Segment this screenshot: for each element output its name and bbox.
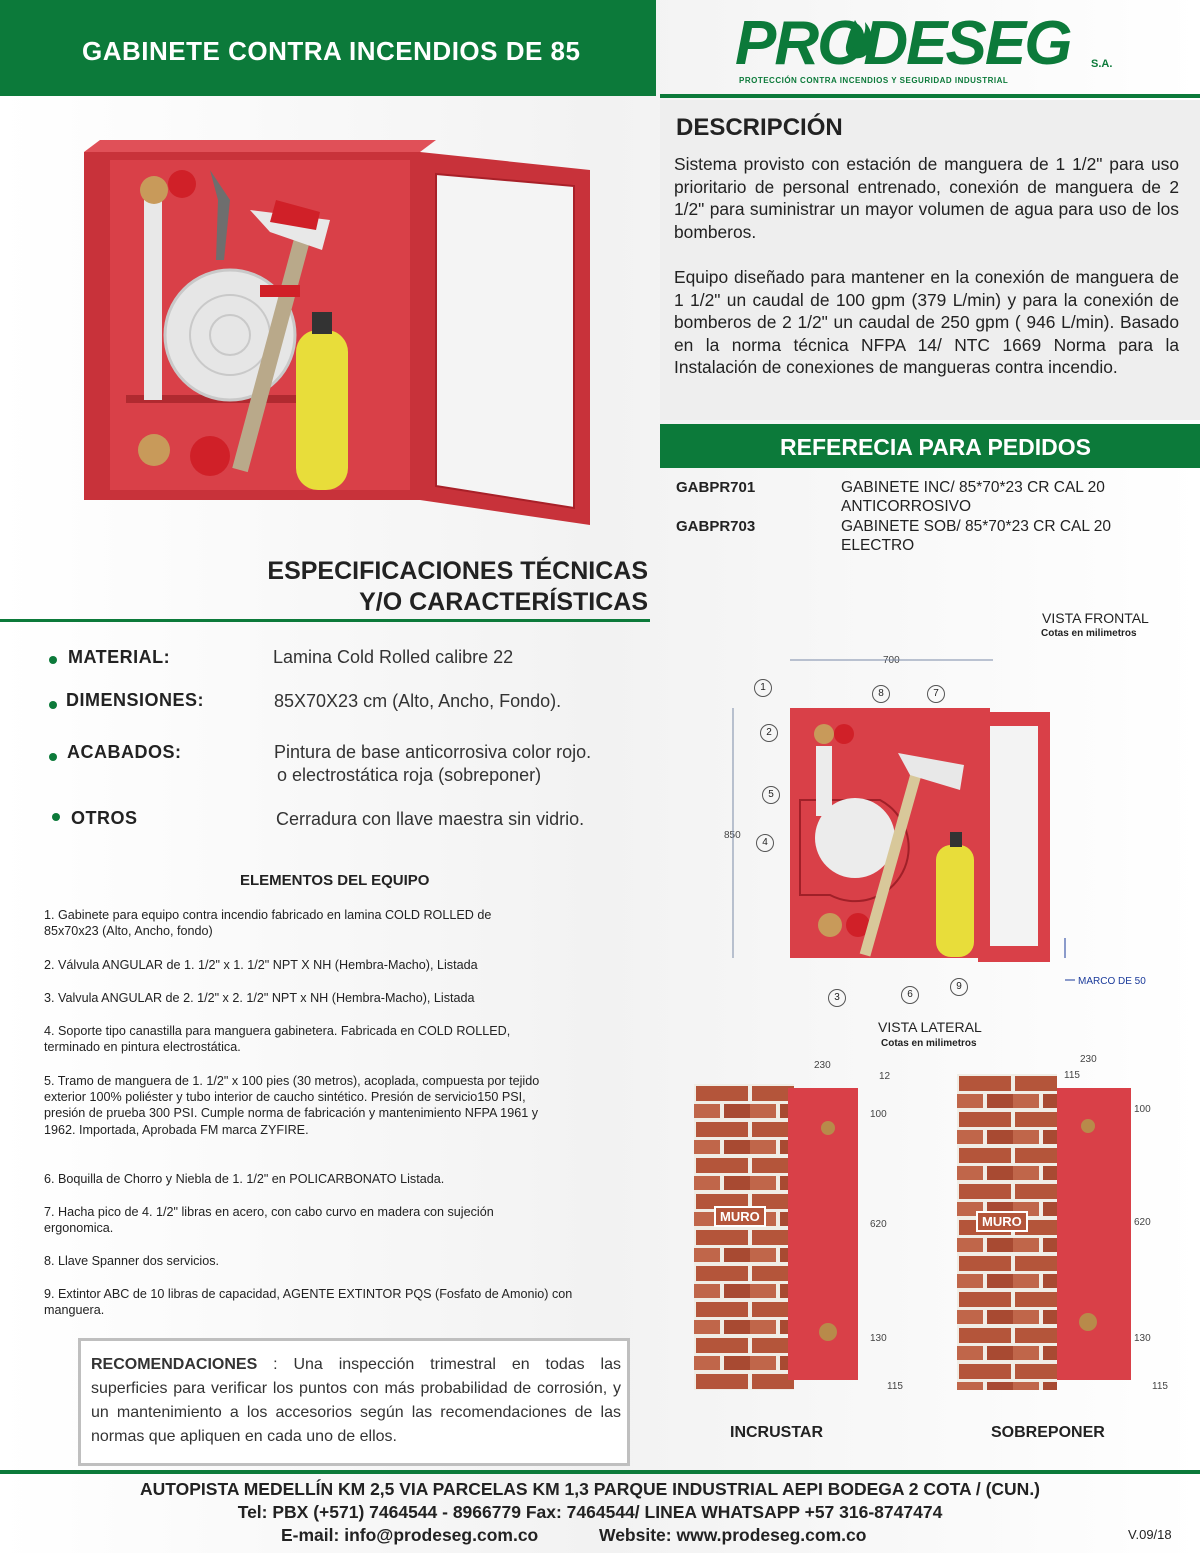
dim-depth: 230	[814, 1060, 831, 1071]
side-view-subtitle: Cotas en milimetros	[881, 1038, 977, 1049]
recommendations-label: RECOMENDACIONES	[91, 1356, 258, 1373]
front-frame-label: MARCO DE 50	[1078, 976, 1146, 987]
dim-bottom: 130	[1134, 1333, 1151, 1344]
document-title: GABINETE CONTRA INCENDIOS DE 85	[82, 36, 581, 66]
brand-suffix: S.A.	[1091, 58, 1113, 70]
bullet-icon	[52, 813, 60, 821]
element-item: 7. Hacha pico de 4. 1/2" libras en acero, con cabo curvo en madera con sujeción ergonomica.	[44, 1205, 494, 1236]
callout-5: 5	[762, 786, 780, 804]
cabinet-illustration	[70, 140, 600, 530]
footer-email[interactable]: E-mail: info@prodeseg.com.co	[281, 1525, 539, 1545]
dim-top: 100	[870, 1109, 887, 1120]
callout-9: 9	[950, 978, 968, 996]
callout-1: 1	[754, 679, 772, 697]
spec-value-line-2: o electrostática roja (sobreponer)	[277, 765, 542, 785]
wall-label: MURO	[976, 1211, 1028, 1232]
order-description: GABINETE SOB/ 85*70*23 CR CAL 20 ELECTRO	[841, 518, 1111, 554]
dim-base: 115	[1152, 1381, 1168, 1392]
footer-divider	[0, 1470, 1200, 1474]
caption-incrustar: INCRUSTAR	[730, 1424, 824, 1441]
bullet-icon	[49, 701, 57, 709]
callout-4: 4	[756, 834, 774, 852]
side-view-title: VISTA LATERAL	[878, 1019, 982, 1035]
dim-bottom: 130	[870, 1333, 887, 1344]
footer-phone: Tel: PBX (+571) 7464544 - 8966779 Fax: 7464544/ LINEA WHATSAPP +57 316-8747474	[237, 1502, 943, 1522]
spec-value: Pintura de base anticorrosiva color rojo.	[274, 742, 592, 762]
dim-base: 115	[887, 1381, 903, 1392]
wall-sobreponer-drawing	[957, 1074, 1132, 1390]
dim-top: 100	[1134, 1104, 1151, 1115]
element-item: 5. Tramo de manguera de 1. 1/2" x 100 pies (30 metros), acoplada, compuesta por tejido exterior 100% poliéster y tubo interior de caucho sintético. Presión de servicio150 PSI, presión de prueba 300 PSI. Cumple norma de fabricación y mantenimiento NFPA 1961 y 1962. Importada, Aprobada FM marca ZYFIRE.	[44, 1074, 540, 1137]
spec-value: Cerradura con llave maestra sin vidrio.	[276, 809, 585, 829]
front-view-subtitle: Cotas en milimetros	[1041, 628, 1137, 639]
bullet-icon	[49, 753, 57, 761]
recommendations-text	[91, 1353, 621, 1449]
footer-address: AUTOPISTA MEDELLÍN KM 2,5 VIA PARCELAS KM 1,3 PARQUE INDUSTRIAL AEPI BODEGA 2 COTA / (CUN.)	[139, 1479, 1041, 1499]
description-paragraph-2: Equipo diseñado para mantener en la conexión de manguera de 1 1/2" un caudal de 100 gpm (379 L/min) y para la conexión de bomberos de 2 1/2" un caudal de 250 gpm ( 946 L/min). Basado en la norma técnica NFPA 14/ NTC 1669 Norma para la Instalación de conexiones de mangueras contra incendio.	[674, 267, 1179, 377]
spec-label: MATERIAL:	[68, 647, 171, 667]
dim-mid: 620	[1134, 1217, 1151, 1228]
brand-tagline: PROTECCIÓN CONTRA INCENDIOS Y SEGURIDAD INDUSTRIAL	[739, 76, 1009, 85]
specs-title	[160, 556, 648, 618]
element-item: 4. Soporte tipo canastilla para manguera gabinetera. Fabricada en COLD ROLLED, terminado en pintura electrostática.	[44, 1024, 511, 1055]
order-description: GABINETE INC/ 85*70*23 CR CAL 20 ANTICORROSIVO	[841, 479, 1105, 515]
header-title-bar	[0, 0, 656, 96]
description-title: DESCRIPCIÓN	[676, 114, 843, 141]
spec-label: ACABADOS:	[67, 742, 182, 762]
callout-8: 8	[872, 685, 890, 703]
wall-incrustar-drawing	[694, 1084, 860, 1390]
specs-title-line-1: ESPECIFICACIONES TÉCNICAS	[267, 557, 648, 585]
spec-label: DIMENSIONES:	[66, 690, 205, 710]
dim-mid: 620	[870, 1219, 887, 1230]
specs-title-line-2: Y/O CARACTERÍSTICAS	[359, 588, 648, 616]
front-view-drawing	[720, 650, 1180, 1010]
dim-offset: 115	[1064, 1070, 1080, 1081]
document-version: V.09/18	[1128, 1527, 1172, 1542]
specs-divider	[0, 619, 650, 622]
order-code: GABPR703	[676, 518, 756, 535]
header-divider	[660, 94, 1200, 98]
element-item: 9. Extintor ABC de 10 libras de capacidad, AGENTE EXTINTOR PQS (Fosfato de Amonio) con manguera.	[44, 1287, 573, 1318]
spec-value: 85X70X23 cm (Alto, Ancho, Fondo).	[274, 691, 562, 711]
recommendations-body: : Una inspección trimestral en todas las superficies para verificar los puntos con más probabilidad de corrosión, y un mantenimiento a los accesorios según las recomendaciones de las normas que apliquen en cada uno de ellos.	[91, 1356, 621, 1445]
callout-6: 6	[901, 986, 919, 1004]
wall-label: MURO	[714, 1206, 766, 1227]
front-height-label: 850	[724, 830, 741, 841]
element-item: 2. Válvula ANGULAR de 1. 1/2" x 1. 1/2" NPT X NH (Hembra-Macho), Listada	[44, 958, 478, 972]
elements-title: ELEMENTOS DEL EQUIPO	[240, 872, 430, 889]
bullet-icon	[49, 656, 57, 664]
spec-label: OTROS	[71, 808, 138, 828]
front-view-title: VISTA FRONTAL	[1042, 610, 1149, 626]
orders-title: REFERECIA PARA PEDIDOS	[780, 434, 1091, 460]
element-item: 8. Llave Spanner dos servicios.	[44, 1254, 220, 1268]
description-paragraph-1: Sistema provisto con estación de manguera de 1 1/2" para uso prioritario de personal entrenado, conexión de manguera de 2 1/2" para suministrar un mayor volumen de agua para uso de los bomberos.	[674, 154, 1179, 242]
dim-offset: 12	[879, 1071, 891, 1082]
element-item: 6. Boquilla de Chorro y Niebla de 1. 1/2" en POLICARBONATO Listada.	[44, 1172, 445, 1186]
element-item: 3. Valvula ANGULAR de 2. 1/2" x 2. 1/2" NPT x NH (Hembra-Macho), Listada	[44, 991, 475, 1005]
footer-website[interactable]: Website: www.prodeseg.com.co	[599, 1525, 867, 1545]
brand-name: PRODESEG	[735, 9, 1071, 78]
callout-7: 7	[927, 685, 945, 703]
recommendations-box	[78, 1338, 630, 1466]
element-item: 1. Gabinete para equipo contra incendio fabricado en lamina COLD ROLLED de 85x70x23 (Alto, Ancho, fondo)	[44, 908, 492, 939]
orders-title-bar	[660, 424, 1200, 468]
order-code: GABPR701	[676, 479, 756, 496]
callout-3: 3	[828, 989, 846, 1007]
brand-logo	[735, 10, 1135, 92]
dim-depth: 230	[1080, 1054, 1097, 1065]
front-width-label: 700	[883, 655, 900, 666]
spec-value: Lamina Cold Rolled calibre 22	[273, 647, 514, 667]
caption-sobreponer: SOBREPONER	[991, 1424, 1105, 1441]
callout-2: 2	[760, 724, 778, 742]
